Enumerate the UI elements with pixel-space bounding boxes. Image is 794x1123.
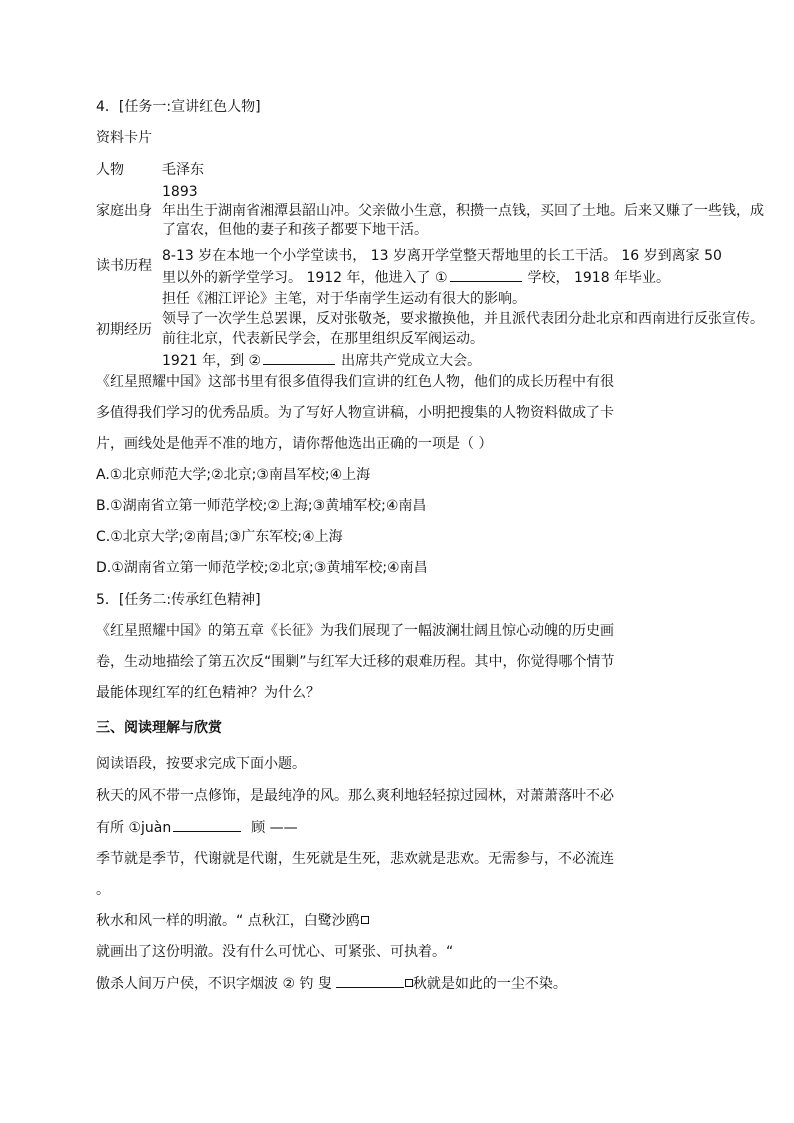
- study-line-2: [162, 267, 670, 288]
- study-line-1: 8-13 岁在本地一个小学堂读书， 13 岁离开学堂整天帮地里的长工干活。 16 岁到离家 50: [162, 248, 722, 264]
- passage-line-4: 。: [96, 882, 110, 898]
- family-line-1: 年出生于湖南省湘潭县韶山冲。父亲做小生意，积攒一点钱，买回了土地。后来又赚了一些钱，成: [162, 203, 764, 219]
- passage-line-3: 季节就是季节，代谢就是代谢，生死就是生死，悲欢就是悲欢。无需参与，不必流连: [96, 851, 614, 867]
- study-text-before-blank: 里以外的新学堂学习。 1912 年，他进入了 ①: [162, 270, 448, 286]
- row-label-study: 读书历程: [96, 258, 152, 274]
- question-5-line-3: 最能体现红军的红色精神？为什么？: [96, 685, 320, 701]
- early-text-after-blank: 出席共产党成立大会。: [341, 353, 482, 369]
- question-5-line-1: 《红星照耀中国》的第五章《长征》为我们展现了一幅波澜壮阔且惊心动魄的历史画: [96, 623, 614, 639]
- early-line-1: 担任《湘江评论》主笔，对于华南学生运动有很大的影响。: [162, 291, 526, 307]
- family-line-2: 了富农，但他的妻子和孩子都要下地干活。: [162, 222, 428, 238]
- blank-1[interactable]: [450, 267, 522, 282]
- row-label-early: 初期经历: [96, 322, 152, 338]
- passage-quote-1: 秋水和风一样的明澈。“ 点秋江，白鹭沙鸥: [96, 913, 360, 929]
- passage-text-before-blank: 有所 ①juàn: [96, 820, 172, 836]
- passage-line-2: [96, 817, 298, 838]
- reading-instructions: 阅读语段，按要求完成下面小题。: [96, 756, 306, 772]
- question-5-heading: 5．[任务二:传承红色精神]: [96, 592, 261, 608]
- passage-line-7-end: 秋就是如此的一尘不染。: [412, 976, 567, 992]
- question-4-stem-line-1: 《红星照耀中国》这部书里有很多值得我们宣讲的红色人物，他们的成长历程中有很: [96, 374, 614, 390]
- question-4-stem-line-2: 多值得我们学习的优秀品质。为了写好人物宣讲稿，小明把搜集的人物资料做成了卡: [96, 405, 614, 421]
- blank-2[interactable]: [263, 350, 335, 365]
- section-3-heading: 三、阅读理解与欣赏: [96, 720, 222, 736]
- blank-2-diao[interactable]: [336, 973, 404, 988]
- question-5-line-2: 卷，生动地描绘了第五次反“围剿”与红军大迁移的艰难历程。其中，你觉得哪个情节: [96, 654, 615, 670]
- early-line-2: 领导了一次学生总罢课，反对张敬尧，要求撤换他，并且派代表团分赴北京和西南进行反张宣传。: [162, 311, 764, 327]
- family-year: 1893: [162, 184, 198, 200]
- passage-line-1: 秋天的风不带一点修饰，是最纯净的风。那么爽利地轻轻掠过园林，对萧萧落叶不必: [96, 788, 614, 804]
- row-value-person: 毛泽东: [162, 162, 204, 178]
- passage-line-6: 就画出了这份明澈。没有什么可忧心、可紧张、可执着。“: [96, 944, 454, 960]
- option-c[interactable]: C.①北京大学;②南昌;③广东军校;④上海: [96, 529, 343, 545]
- row-label-family: 家庭出身: [96, 203, 152, 219]
- card-title: 资料卡片: [96, 130, 152, 146]
- question-4-stem-line-3: 片，画线处是他弄不准的地方，请你帮他选出正确的一项是（ ）: [96, 436, 493, 452]
- option-d[interactable]: D.①湖南省立第一师范学校;②北京;③黄埔军校;④南昌: [96, 560, 428, 576]
- option-b[interactable]: B.①湖南省立第一师范学校;②上海;③黄埔军校;④南昌: [96, 498, 427, 514]
- option-a[interactable]: A.①北京师范大学;②北京;③南昌军校;④上海: [96, 467, 371, 483]
- study-text-after-blank: 学校， 1918 年毕业。: [527, 270, 671, 286]
- passage-line-7: [96, 973, 567, 994]
- blank-juan[interactable]: [173, 817, 241, 832]
- placeholder-box-icon: [361, 916, 369, 924]
- passage-line-5: [96, 911, 369, 931]
- early-text-before-blank: 1921 年，到 ②: [162, 353, 262, 369]
- passage-quote-2: 傲杀人间万户侯，不识字烟波 ② 钓 叟: [96, 976, 332, 992]
- row-label-person: 人物: [96, 162, 124, 178]
- passage-text-after-blank: 顾 ——: [251, 820, 298, 836]
- question-4-heading: 4．[任务一:宣讲红色人物]: [96, 99, 261, 115]
- early-line-4: [162, 350, 481, 371]
- placeholder-box-icon-2: [405, 979, 413, 987]
- early-line-3: 前往北京，代表新民学会，在那里组织反军阀运动。: [162, 331, 484, 347]
